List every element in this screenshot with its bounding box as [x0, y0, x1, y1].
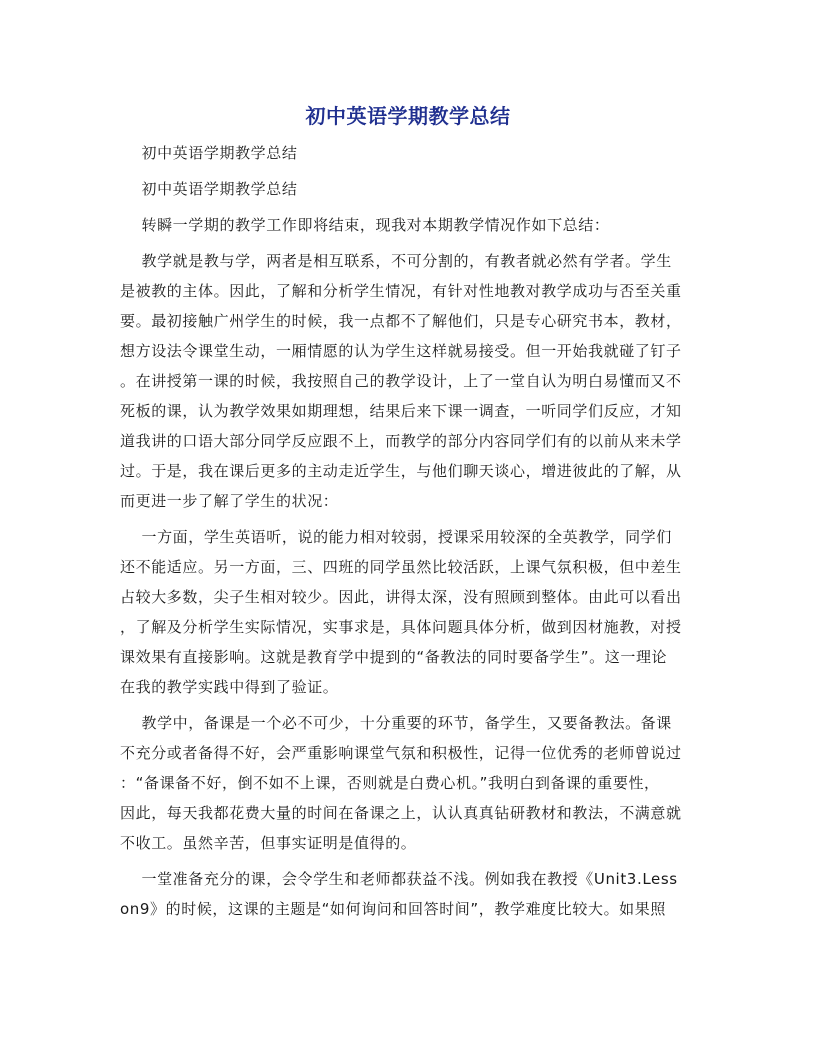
paragraph-line: 一方面，学生英语听，说的能力相对较弱，授课采用较深的全英教学，同学们 [120, 528, 672, 546]
paragraph-line: ：“备课备不好，倒不如不上课，否则就是白费心机。”我明白到备课的重要性， [120, 774, 660, 792]
paragraph-line: 。在讲授第一课的时候，我按照自己的教学设计，上了一堂自认为明白易懂而又不 [120, 372, 682, 390]
paragraph-line: 一堂准备充分的课，会令学生和老师都获益不浅。例如我在教授《Unit3.Less [120, 870, 678, 888]
document-title: 初中英语学期教学总结 [305, 104, 511, 128]
paragraph [120, 210, 688, 240]
paragraph-line: 不收工。虽然辛苦，但事实证明是值得的。 [120, 834, 417, 852]
paragraph-line: 是被教的主体。因此，了解和分析学生情况，有针对性地教对教学成功与否至关重 [120, 282, 682, 300]
paragraph-line: on9》的时候，这课的主题是“如何询问和回答时间”，教学难度比较大。如果照 [120, 900, 666, 918]
document-body [120, 138, 688, 924]
paragraph-line: 转瞬一学期的教学工作即将结束，现我对本期教学情况作如下总结： [120, 216, 610, 234]
paragraph-line: 初中英语学期教学总结 [120, 144, 298, 162]
paragraph [120, 174, 688, 204]
paragraph-line: 初中英语学期教学总结 [120, 180, 298, 198]
paragraph-line: 而更进一步了解了学生的状况： [120, 492, 339, 510]
paragraph [120, 864, 688, 924]
paragraph-line: 要。最初接触广州学生的时候，我一点都不了解他们，只是专心研究书本，教材， [120, 312, 682, 330]
paragraph-line: 还不能适应。另一方面，三、四班的同学虽然比较活跃，上课气氛积极，但中差生 [120, 558, 682, 576]
paragraph-line: 因此，每天我都花费大量的时间在备课之上，认认真真钻研教材和教法，不满意就 [120, 804, 682, 822]
paragraph [120, 708, 688, 858]
paragraph-line: 想方设法令课堂生动，一厢情愿的认为学生这样就易接受。但一开始我就碰了钉子 [120, 342, 682, 360]
paragraph-line: 死板的课，认为教学效果如期理想，结果后来下课一调查，一听同学们反应，才知 [120, 402, 682, 420]
paragraph-line: 占较大多数，尖子生相对较少。因此，讲得太深，没有照顾到整体。由此可以看出 [120, 588, 682, 606]
paragraph [120, 138, 688, 168]
paragraph [120, 246, 688, 516]
paragraph-line: 道我讲的口语大部分同学反应跟不上，而教学的部分内容同学们有的以前从来未学 [120, 432, 682, 450]
paragraph [120, 522, 688, 702]
paragraph-line: 不充分或者备得不好，会严重影响课堂气氛和积极性，记得一位优秀的老师曾说过 [120, 744, 682, 762]
paragraph-line: 教学就是教与学，两者是相互联系，不可分割的，有教者就必然有学者。学生 [120, 252, 672, 270]
paragraph-line: 过。于是，我在课后更多的主动走近学生，与他们聊天谈心，增进彼此的了解，从 [120, 462, 682, 480]
paragraph-line: 在我的教学实践中得到了验证。 [120, 678, 339, 696]
paragraph-line: 课效果有直接影响。这就是教育学中提到的“备教法的同时要备学生”。这一理论 [120, 648, 668, 666]
paragraph-line: 教学中，备课是一个必不可少，十分重要的环节，备学生，又要备教法。备课 [120, 714, 672, 732]
paragraph-line: ，了解及分析学生实际情况，实事求是，具体问题具体分析，做到因材施教，对授 [120, 618, 682, 636]
